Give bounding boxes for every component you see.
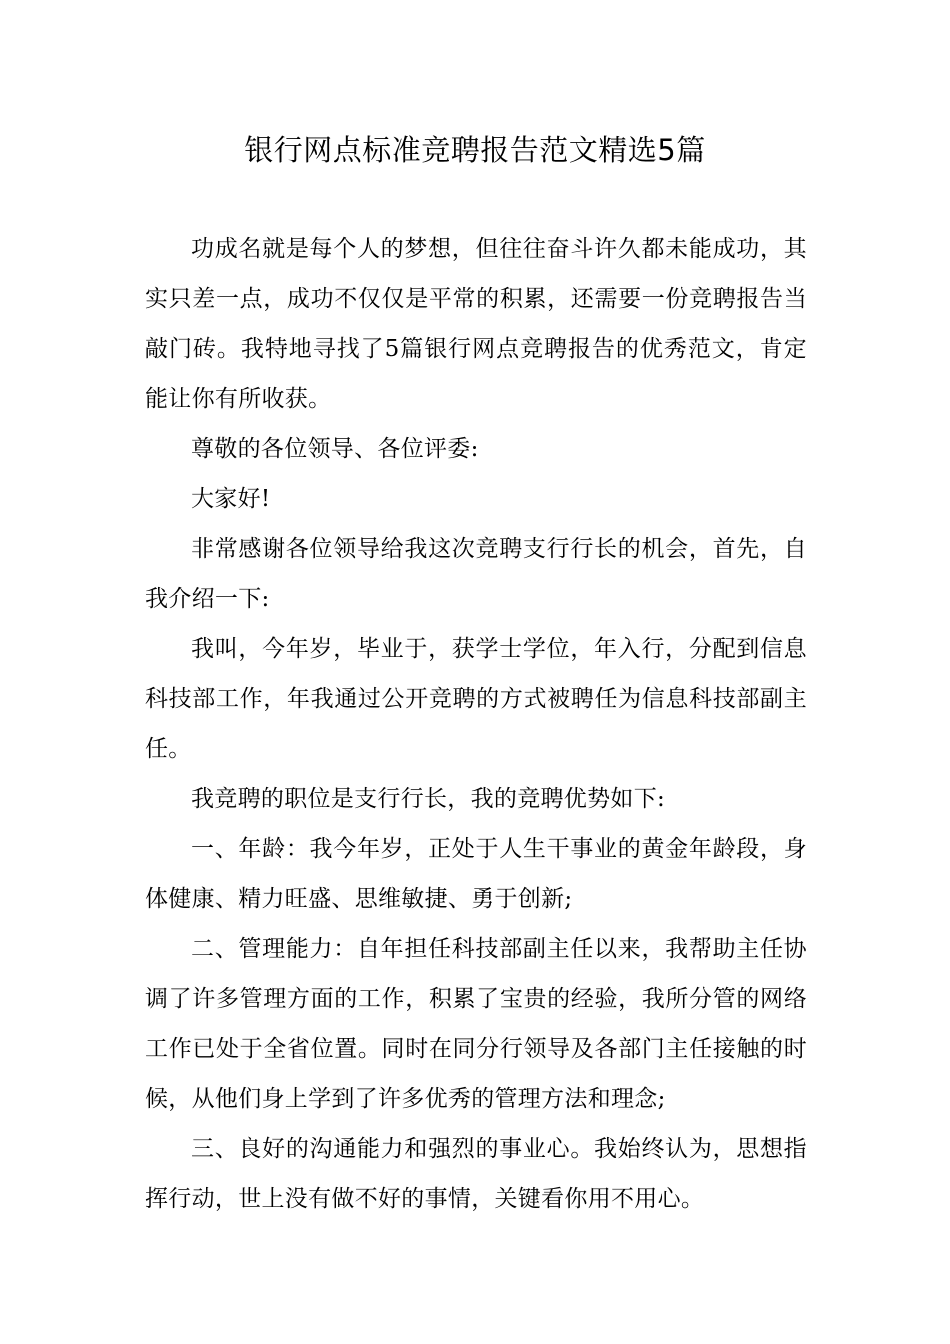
document-title: 银行网点标准竞聘报告范文精选5篇: [244, 133, 706, 167]
paragraph-position: 我竞聘的职位是支行行长，我的竞聘优势如下:: [191, 786, 666, 812]
paragraph-advantage-age: 一、年龄：我今年岁，正处于人生干事业的黄金年龄段，身体健康、精力旺盛、思维敏捷、勇于创新;: [145, 836, 807, 912]
paragraph-salutation: 尊敬的各位领导、各位评委:: [191, 436, 479, 462]
paragraph-intro: 功成名就是每个人的梦想，但往往奋斗许久都未能成功，其实只差一点，成功不仅仅是平常的积累，还需要一份竞聘报告当敲门砖。我特地寻找了5篇银行网点竞聘报告的优秀范文，肯定能让你有所收获。: [145, 236, 807, 412]
paragraph-advantage-communication: 三、良好的沟通能力和强烈的事业心。我始终认为，思想指挥行动，世上没有做不好的事情，关键看你用不用心。: [145, 1136, 807, 1212]
paragraph-advantage-management: 二、管理能力：自年担任科技部副主任以来，我帮助主任协调了许多管理方面的工作，积累了宝贵的经验，我所分管的网络工作已处于全省位置。同时在同分行领导及各部门主任接触的时候，从他们身上学到了许多优秀的管理方法和理念;: [145, 936, 807, 1112]
paragraph-self-intro: 我叫，今年岁，毕业于，获学士学位，年入行，分配到信息科技部工作，年我通过公开竞聘的方式被聘任为信息科技部副主任。: [145, 636, 807, 762]
paragraph-thanks: 非常感谢各位领导给我这次竞聘支行行长的机会，首先，自我介绍一下:: [145, 536, 807, 612]
document-body: [145, 224, 807, 1224]
paragraph-greeting: 大家好!: [191, 486, 271, 512]
